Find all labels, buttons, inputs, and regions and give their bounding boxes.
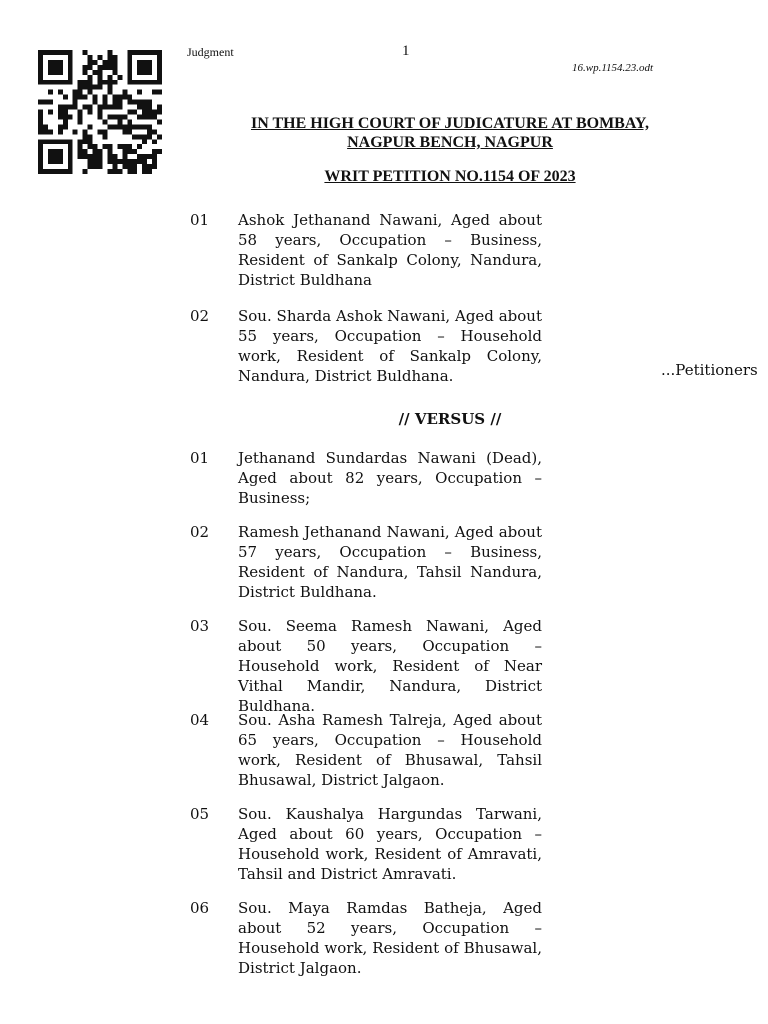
versus-heading: // VERSUS // [398, 410, 502, 428]
entry-text: Ashok Jethanand Nawani, Aged about 58 years, Occupation – Business, Resident of Sankalp Colony, Nandura, District Buldhana [238, 211, 542, 289]
entry-text: Sou. Maya Ramdas Batheja, Aged about 52 years, Occupation – Household work, Resident of Bhusawal, District Jalgaon. [238, 899, 542, 977]
header-label: Judgment [187, 45, 234, 59]
file-reference: 16.wp.1154.23.odt [572, 62, 654, 74]
entry-number: 06 [190, 899, 210, 917]
entry-number: 02 [190, 307, 210, 325]
petition-title: WRIT PETITION NO.1154 OF 2023 [324, 168, 576, 185]
entry-number: 03 [190, 617, 210, 635]
entry-text: Sou. Seema Ramesh Nawani, Aged about 50 years, Occupation – Household work, Resident of Near Vithal Mandir, Nandura, District Buldhana. [238, 617, 542, 715]
entry-text: Sou. Kaushalya Hargundas Tarwani, Aged about 60 years, Occupation – Household work, Resident of Amravati, Tahsil and District Amravati. [238, 805, 542, 883]
entry-text: Sou. Sharda Ashok Nawani, Aged about 55 years, Occupation – Household work, Resident of Sankalp Colony, Nandura, District Buldhana. [238, 307, 542, 385]
entry-number: 01 [190, 211, 210, 229]
qr-code-icon [38, 50, 162, 174]
entry-number: 01 [190, 449, 210, 467]
entry-number: 05 [190, 805, 210, 823]
court-title-line2: NAGPUR BENCH, NAGPUR [347, 134, 553, 151]
petitioners-label: ...Petitioners [661, 361, 758, 379]
entry-text: Jethanand Sundardas Nawani (Dead), Aged about 82 years, Occupation – Business; [238, 449, 542, 507]
entry-number: 02 [190, 523, 210, 541]
entry-number: 04 [190, 711, 210, 729]
court-title-line1: IN THE HIGH COURT OF JUDICATURE AT BOMBAY, [250, 115, 650, 132]
entry-text: Ramesh Jethanand Nawani, Aged about 57 years, Occupation – Business, Resident of Nandura, Tahsil Nandura, District Buldhana. [238, 523, 542, 601]
page-number: 1 [402, 43, 410, 59]
entry-text: Sou. Asha Ramesh Talreja, Aged about 65 years, Occupation – Household work, Resident of Bhusawal, Tahsil Bhusawal, District Jalgaon. [238, 711, 542, 789]
